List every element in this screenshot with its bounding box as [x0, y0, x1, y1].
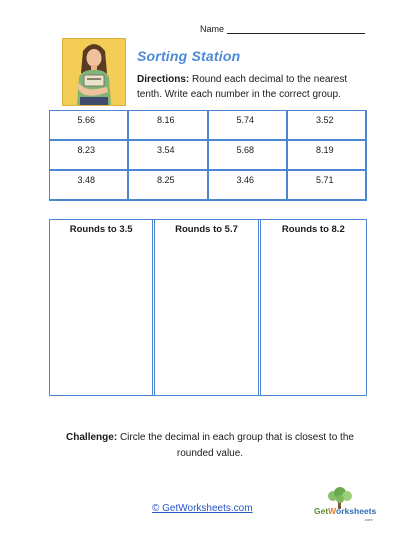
name-label: Name — [200, 24, 225, 34]
number-cell: 3.52 — [287, 110, 367, 140]
group-column-5-7[interactable] — [155, 220, 260, 395]
group-header: Rounds to 5.7 — [175, 224, 238, 235]
number-cell: 5.74 — [208, 110, 288, 140]
challenge-text — [50, 430, 370, 462]
teacher-illustration — [62, 38, 126, 106]
number-cell: 8.19 — [287, 140, 367, 170]
group-column-8-2[interactable] — [261, 220, 366, 395]
directions — [137, 72, 369, 102]
number-cell: 5.71 — [287, 170, 367, 200]
number-cell: 5.66 — [49, 110, 129, 140]
number-cell: 5.68 — [208, 140, 288, 170]
number-cell: 8.16 — [128, 110, 208, 140]
name-blank-line[interactable] — [227, 24, 365, 34]
sorting-groups-table — [49, 219, 367, 396]
directions-label: Directions: — [137, 74, 190, 85]
logo-wordmark — [314, 506, 376, 516]
number-cell: 8.25 — [128, 170, 208, 200]
decimal-number-grid — [49, 110, 366, 200]
group-column-3-5[interactable] — [50, 220, 155, 395]
number-cell: 3.54 — [128, 140, 208, 170]
logo-get: Get — [314, 506, 329, 516]
group-header: Rounds to 3.5 — [69, 224, 133, 235]
name-field[interactable] — [200, 24, 365, 34]
worksheet-title: Sorting Station — [137, 48, 241, 64]
number-cell: 3.46 — [208, 170, 288, 200]
logo-rest: orksheets — [336, 506, 377, 516]
number-cell: 3.48 — [49, 170, 129, 200]
getworksheets-link[interactable]: © GetWorksheets.com — [152, 503, 253, 514]
challenge-body: Circle the decimal in each group that is closest to the rounded value. — [119, 432, 354, 459]
directions-text: Round each decimal to the nearest tenth. Write each number in the correct group. — [137, 74, 348, 100]
logo-dotcom: .com — [364, 517, 373, 522]
teacher-icon — [63, 39, 125, 105]
number-cell: 8.23 — [49, 140, 129, 170]
challenge-label: Challenge: — [66, 432, 118, 443]
group-header: Rounds to 8.2 — [281, 224, 345, 235]
logo-w: W — [328, 506, 337, 516]
getworksheets-logo — [312, 487, 377, 522]
